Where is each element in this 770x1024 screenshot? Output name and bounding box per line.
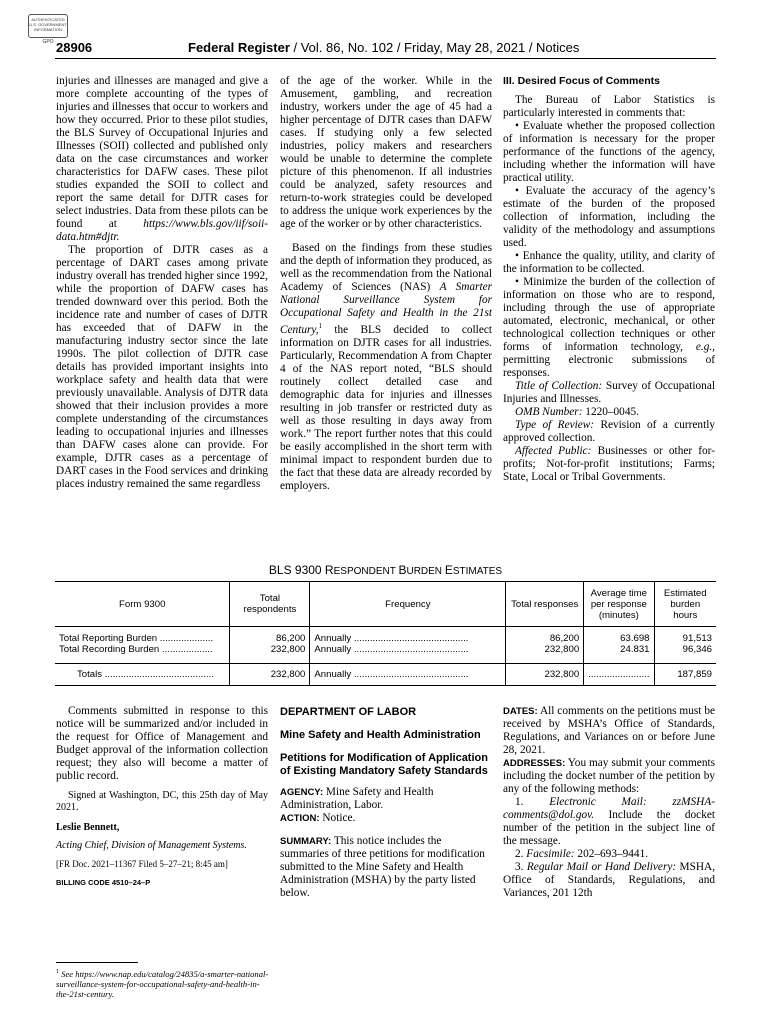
column-3 — [503, 75, 715, 484]
cell-responses: 232,800 — [506, 644, 584, 664]
bullet-4-text-end: permitting electronic submissions of responses. — [503, 354, 715, 379]
cell-burden-hours: 91,513 — [654, 627, 716, 645]
method-1-rest: Include the docket number of the petition in the subject line of the message. — [503, 809, 715, 847]
lower-column-2 — [280, 706, 490, 900]
footnote-text: See https://www.nap.edu/catalog/24835/a-smarter-national-surveillance-system-for-occupational-safety-and-health-in-the-21st-century. — [56, 968, 269, 1000]
dates-line — [503, 705, 715, 757]
method-3 — [503, 861, 715, 900]
action-value: Notice. — [319, 812, 356, 824]
method-3-num: 3. — [515, 861, 527, 873]
header-total-respondents: Total respondents — [230, 582, 310, 627]
header-frequency: Frequency — [310, 582, 506, 627]
tt-f: STIMATES — [452, 566, 503, 577]
cell-frequency: Annually ........................................... — [310, 627, 506, 645]
summary-line — [280, 835, 490, 900]
method-2 — [503, 848, 715, 861]
tt-d: URDEN — [406, 566, 445, 577]
title-value: Survey of Occupational Injuries and Illnesses. — [503, 380, 715, 405]
col3-intro: The Bureau of Labor Statistics is particularly interested in comments that: — [503, 94, 715, 119]
method-2-label: Facsimile: — [526, 848, 575, 860]
omb-label: OMB Number: — [515, 406, 583, 418]
table-row — [55, 644, 716, 664]
bullet-4-text: • Minimize the burden of the collection of information on those who are to respond, including through the use of appropriate automated, electronic, mechanical, or other technological collection techniques or other forms of information technology, — [503, 276, 715, 353]
tt-b: ESPONDENT — [333, 566, 399, 577]
nas-report-title: A Smarter National Surveillance System for Occupational Safety and Health in the 21st Century, — [280, 281, 493, 336]
gpo-authentication-seal — [28, 14, 68, 45]
header-average-time: Average time per response (minutes) — [584, 582, 654, 627]
dates-value: All comments on the petitions must be received by MSHA’s Office of Standards, Regulations, and Variances on or before June 28, 2021. — [503, 705, 715, 756]
issue-info: / Vol. 86, No. 102 / Friday, May 28, 2021 / Notices — [289, 40, 580, 55]
col2-paragraph-2a: Based on the findings from these studies and the depth of information they produced, as well as the recommendation from the National Academy of Sciences (NAS) — [280, 242, 492, 293]
type-label: Type of Review: — [515, 419, 595, 431]
tt-a: BLS 9300 R — [268, 563, 334, 577]
col1-paragraph-1: injuries and illnesses are managed and give a more complete accounting of the types of injuries and illnesses that occur to workers and how they occurred. Prior to these pilot studies, the BLS Survey of Occupational Injuries and Illnesses (SOII) collected and published only data on the case circumstances and worker characteristics for DAFW cases. These pilot studies expanded the SOII to collect and report the same detail for DJTR cases for select industries. Data from these pilots can be found at — [56, 75, 268, 230]
department-heading: DEPARTMENT OF LABOR — [280, 706, 417, 718]
column-2 — [280, 75, 492, 493]
omb-number — [503, 406, 715, 419]
agency-label: AGENCY: — [280, 787, 324, 798]
bullet-4-eg: e.g., — [695, 341, 715, 353]
cell-burden-hours: 96,346 — [654, 644, 716, 664]
footnote — [56, 967, 271, 999]
method-3-rest: MSHA, Office of Standards, Regulations, and Variances, 201 12th — [503, 861, 716, 899]
method-1 — [503, 796, 715, 848]
cell-avg-time: 24.831 — [584, 644, 654, 664]
cell-form: Total Reporting Burden .................... — [59, 633, 214, 644]
summary-value: This notice includes the summaries of three petitions for modification submitted to the Mine Safety and Health Administration (MSHA) by the party listed below. — [280, 835, 485, 899]
method-1-email[interactable]: Electronic Mail: zzMSHA-comments@dol.gov. — [503, 796, 715, 821]
addresses-value: You may submit your comments including the docket number of the petition by any of the following methods: — [503, 757, 715, 795]
header-form: Form 9300 — [55, 582, 230, 627]
cell-totals-avg-time: ....................... — [584, 664, 654, 686]
dates-label: DATES: — [503, 706, 538, 717]
method-1-num: 1. — [515, 796, 550, 808]
logo-gpo: GPO — [42, 39, 54, 45]
agency-line — [280, 786, 490, 812]
agency-heading: Mine Safety and Health Administration — [280, 729, 481, 741]
tt-e: E — [444, 563, 453, 577]
affected-public — [503, 445, 715, 484]
cell-respondents: 86,200 — [230, 627, 310, 645]
cell-totals-respondents: 232,800 — [230, 664, 310, 686]
method-2-num: 2. — [515, 848, 527, 860]
addresses-line — [503, 757, 715, 796]
logo-text: AUTHENTICATED U.S. GOVERNMENT INFORMATION — [29, 17, 67, 32]
title-of-collection — [503, 380, 715, 406]
cell-responses: 86,200 — [506, 627, 584, 645]
public-label: Affected Public: — [515, 445, 592, 457]
action-line — [280, 812, 490, 825]
type-of-review — [503, 419, 715, 445]
table-totals-row — [55, 664, 716, 686]
soii-data-link[interactable]: https://www.bls.gov/iif/soii-data.htm#djtr. — [56, 218, 268, 243]
column-1 — [56, 75, 268, 491]
signer-title: Acting Chief, Division of Management Systems. — [56, 840, 247, 851]
cell-totals-responses: 232,800 — [506, 664, 584, 686]
footnote-rule — [56, 962, 138, 963]
col1-paragraph-2: The proportion of DJTR cases as a percentage of DART cases among private industry overall has trended higher since 1992, while the proportion of DAFW cases has trended downward over this period. Both the incidence rate and number of cases of DJTR has exceeded that of DAFW in the manufacturing industry sector since the late 1990s. The pilot collection of DJTR case details has provided important insights into workplace safety and health data that were previously unavailable. Analysis of DJTR data showed that their inclusion provides a more complete understanding of the circumstances leading to occupational injuries and illnesses than DAFW cases alone can provide. For example, DJTR cases as a percentage of DART cases in the Food services and drinking places industry remained the same regardless — [56, 244, 268, 490]
lower-column-1 — [56, 705, 268, 889]
comments-paragraph: Comments submitted in response to this notice will be summarized and/or included in the request for Office of Management and Budget approval of the information collection request; they also will become a matter of public record. — [56, 705, 268, 782]
bullet-3: • Enhance the quality, utility, and clarity of the information to be collected. — [503, 250, 715, 275]
fr-doc: [FR Doc. 2021–11367 Filed 5–27–21; 8:45 am] — [56, 859, 228, 869]
header-burden-hours: Estimated burden hours — [654, 582, 716, 627]
method-3-label: Regular Mail or Hand Delivery: — [526, 861, 677, 873]
header-total-responses: Total responses — [506, 582, 584, 627]
tt-c: B — [398, 563, 407, 577]
method-2-rest: 202–693–9441. — [574, 848, 649, 860]
type-value: Revision of a currently approved collection. — [503, 419, 716, 444]
bullet-2: • Evaluate the accuracy of the agency’s estimate of the burden of the proposed collection of information, including the validity of the methodology and assumptions used. — [503, 185, 715, 249]
cell-avg-time: 63.698 — [584, 627, 654, 645]
section-heading: III. Desired Focus of Comments — [503, 75, 660, 87]
notice-title: Petitions for Modification of Application of Existing Mandatory Safety Standards — [280, 752, 488, 777]
footnote-number: 1 — [56, 969, 59, 975]
public-value: Businesses or other for-profits; Not-for-profit institutions; Farms; State, Local or Tribal Governments. — [503, 445, 715, 483]
journal-name: Federal Register — [188, 40, 290, 55]
agency-value: Mine Safety and Health Administration, Labor. — [280, 786, 434, 811]
footnote-ref: 1 — [318, 322, 323, 330]
col2-paragraph-2b: the BLS decided to collect information on DJTR cases for all industries. Particularly, Recommendation A from Chapter 4 of the NAS report noted, “BLS should routinely collect detailed case and demographic data for injuries and illnesses resulting in job transfer or restricted duty as well as those resulting in days away from work.” The report further notes that this could be easily accomplished in the short term with minimal impact to respondent burden due to the fact that these data are already recorded by employers. — [280, 323, 492, 492]
cell-respondents: 232,800 — [230, 644, 310, 664]
billing-code: BILLING CODE 4510–24–P — [56, 878, 151, 887]
signer-name: Leslie Bennett, — [56, 822, 120, 833]
cell-totals-burden-hours: 187,859 — [654, 664, 716, 686]
omb-value: 1220–0045. — [582, 406, 639, 418]
summary-label: SUMMARY: — [280, 836, 332, 847]
table-row — [55, 627, 716, 645]
cell-totals-label: Totals ......................................... — [55, 664, 230, 686]
header-rule — [55, 58, 716, 59]
signed-line: Signed at Washington, DC, this 25th day of May 2021. — [56, 790, 268, 813]
col2-paragraph-1: of the age of the worker. While in the Amusement, gambling, and recreation industry, workers under the age of 45 had a higher percentage of DJTR cases than DAFW cases. If studying only a few selected industries, policy makers and researchers would be unable to determine the complete picture of this phenomenon. If all industries could be analyzed, safety resources and return-to-work strategies could be developed to address the unique work experiences by the age of the worker or by other characteristics. — [280, 75, 492, 230]
running-header — [188, 40, 579, 55]
cell-frequency: Annually ........................................... — [310, 644, 506, 664]
table-header-row — [55, 582, 716, 627]
burden-estimates-table — [55, 581, 716, 686]
cell-totals-frequency: Annually ........................................... — [310, 664, 506, 686]
cell-form: Total Recording Burden ................... — [59, 644, 213, 655]
title-label: Title of Collection: — [515, 380, 603, 392]
bullet-4 — [503, 276, 715, 380]
lower-column-3 — [503, 705, 715, 900]
action-label: ACTION: — [280, 813, 320, 824]
addresses-label: ADDRESSES: — [503, 758, 566, 769]
page-number: 28906 — [56, 40, 93, 55]
table-title — [55, 563, 716, 577]
bullet-1: • Evaluate whether the proposed collection of information is necessary for the proper performance of the functions of the agency, including whether the information will have practical utility. — [503, 120, 715, 184]
